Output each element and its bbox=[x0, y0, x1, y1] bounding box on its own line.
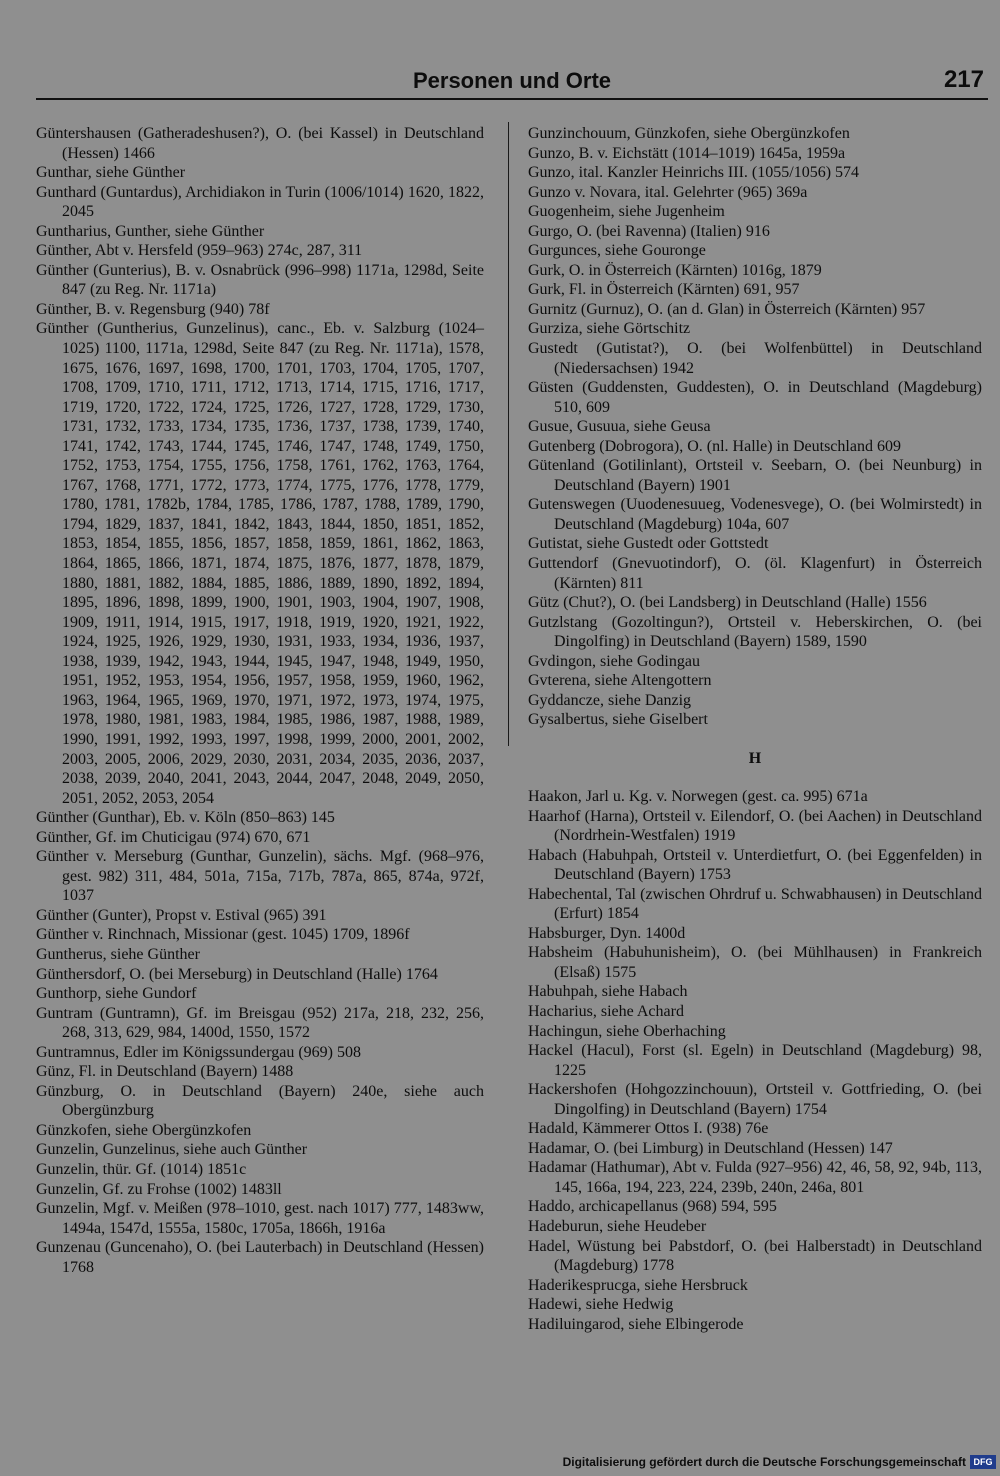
index-entry: Hadel, Wüstung bei Pabstdorf, O. (bei Halberstadt) in Deutschland (Magdeburg) 1778 bbox=[528, 1237, 982, 1275]
index-entry: Gunthard (Guntardus), Archidiakon in Turin (1006/1014) 1620, 1822, 2045 bbox=[36, 183, 484, 221]
index-entry: Günther, B. v. Regensburg (940) 78f bbox=[36, 300, 270, 318]
index-entry: Hadiluingarod, siehe Elbingerode bbox=[528, 1315, 744, 1333]
index-entry: Gunzelin, Gunzelinus, siehe auch Günther bbox=[36, 1141, 308, 1159]
index-entry: Habuhpah, siehe Habach bbox=[528, 983, 688, 1001]
index-entry: Günzburg, O. in Deutschland (Bayern) 240e, siehe auch Obergünzburg bbox=[36, 1082, 484, 1120]
index-entry: Günther, Gf. im Chuticigau (974) 670, 671 bbox=[36, 828, 311, 846]
index-entry: Gunthorp, siehe Gundorf bbox=[36, 985, 197, 1003]
index-entry: Haarhof (Harna), Ortsteil v. Eilendorf, O. (bei Aachen) in Deutschland (Nordrhein-Westfalen) 1919 bbox=[528, 807, 982, 845]
index-entry: Gustedt (Gutistat?), O. (bei Wolfenbüttel) in Deutschland (Niedersachsen) 1942 bbox=[528, 340, 982, 377]
index-entry: Günz, Fl. in Deutschland (Bayern) 1488 bbox=[36, 1063, 294, 1081]
index-entry: Gvterena, siehe Altengottern bbox=[528, 672, 712, 690]
index-entry: Gunzinchouum, Günzkofen, siehe Obergünzkofen bbox=[528, 125, 850, 142]
index-entry: Guogenheim, siehe Jugenheim bbox=[528, 203, 725, 221]
index-entry: Güntershausen (Gatheradeshusen?), O. (bei Kassel) in Deutschland (Hessen) 1466 bbox=[36, 125, 484, 162]
index-entry: Guntherus, siehe Günther bbox=[36, 945, 200, 963]
index-entry: Haakon, Jarl u. Kg. v. Norwegen (gest. ca. 995) 671a bbox=[528, 787, 868, 805]
index-entry: Gunthar, siehe Günther bbox=[36, 164, 186, 182]
right-column bbox=[528, 124, 982, 1334]
index-entry: Hadewi, siehe Hedwig bbox=[528, 1296, 674, 1314]
index-entry: Habsheim (Habuhunisheim), O. (bei Mühlhausen) in Frankreich (Elsaß) 1575 bbox=[528, 944, 982, 981]
index-entry: Hadald, Kämmerer Ottos I. (938) 76e bbox=[528, 1120, 769, 1138]
index-entry: Hackel (Hacul), Forst (sl. Egeln) in Deutschland (Magdeburg) 98, 1225 bbox=[528, 1042, 982, 1079]
index-entry: Gutistat, siehe Gustedt oder Gottstedt bbox=[528, 535, 769, 553]
index-entry: Haddo, archicapellanus (968) 594, 595 bbox=[528, 1198, 777, 1216]
index-entry: Gurk, O. in Österreich (Kärnten) 1016g, 1879 bbox=[528, 261, 822, 279]
index-entry: Günther, Abt v. Hersfeld (959–963) 274c, 287, 311 bbox=[36, 242, 363, 260]
index-entry: Günzkofen, siehe Obergünzkofen bbox=[36, 1121, 252, 1139]
index-entry: Gutenberg (Dobrogora), O. (nl. Halle) in Deutschland 609 bbox=[528, 437, 901, 455]
index-entry: Habach (Habuhpah, Ortsteil v. Unterdietfurt, O. (bei Eggenfelden) in Deutschland (Bayern) 1753 bbox=[528, 846, 982, 884]
index-entry: Gunzo, B. v. Eichstätt (1014–1019) 1645a, 1959a bbox=[528, 144, 846, 162]
index-entry: Günthersdorf, O. (bei Merseburg) in Deutschland (Halle) 1764 bbox=[36, 965, 438, 983]
index-entry: Habechental, Tal (zwischen Ohrdruf u. Schwabhausen) in Deutschland (Erfurt) 1854 bbox=[528, 885, 982, 923]
section-g-entries bbox=[528, 124, 982, 730]
index-entry: Gunzelin, thür. Gf. (1014) 1851c bbox=[36, 1160, 247, 1178]
index-entry: Gurziza, siehe Görtschitz bbox=[528, 320, 691, 338]
index-entry: Gunzelin, Mgf. v. Meißen (978–1010, gest. nach 1017) 777, 1483ww, 1494a, 1547d, 1555a, 1580c, 1705a, 1866h, 1916a bbox=[36, 1200, 484, 1237]
index-entry: Gunzo, ital. Kanzler Heinrichs III. (1055/1056) 574 bbox=[528, 164, 860, 182]
index-entry: Gusue, Gusuua, siehe Geusa bbox=[528, 418, 711, 436]
index-entry: Habsburger, Dyn. 1400d bbox=[528, 924, 686, 942]
index-entry: Haderikesprucga, siehe Hersbruck bbox=[528, 1276, 748, 1294]
index-entry: Guntharius, Gunther, siehe Günther bbox=[36, 222, 265, 240]
index-entry: Gurnitz (Gurnuz), O. (an d. Glan) in Österreich (Kärnten) 957 bbox=[528, 300, 926, 318]
index-entry: Guttendorf (Gnevuotindorf), O. (öl. Klagenfurt) in Österreich (Kärnten) 811 bbox=[528, 555, 982, 592]
footer-text: Digitalisierung gefördert durch die Deutsche Forschungsgemeinschaft bbox=[562, 1455, 966, 1469]
index-entry: Hachingun, siehe Oberhaching bbox=[528, 1022, 726, 1040]
column-divider bbox=[508, 122, 509, 746]
index-entry: Gvdingon, siehe Godingau bbox=[528, 652, 700, 670]
index-entry: Günther v. Merseburg (Gunthar, Gunzelin), sächs. Mgf. (968–976, gest. 982) 311, 484, 501a, 715a, 717b, 787a, 865, 874a, 972f, 1037 bbox=[36, 848, 484, 905]
left-column bbox=[36, 124, 484, 1277]
page-title: Personen und Orte bbox=[412, 68, 612, 93]
index-entry: Gyddancze, siehe Danzig bbox=[528, 691, 692, 709]
index-entry: Günther (Guntherius, Gunzelinus), canc., Eb. v. Salzburg (1024–1025) 1100, 1171a, 1298d, Seite 847 (zu Reg. Nr. 1171a), 1578, 1675, 1676, 1697, 1698, 1700, 1701, 1703, 1704, 1705, 1707, 1708, 1709, 1710, 1711, 1712, 1713, 1714, 1715, 1716, 1717, 1719, 1720, 1722, 1724, 1725, 1726, 1727, 1728, 1729, 1730, 1731, 1732, 1733, 1734, 1735, 1736, 1737, 1738, 1739, 1740, 1741, 1742, 1743, 1744, 1745, 1746, 1747, 1748, 1749, 1750, 1752, 1753, 1754, 1755, 1756, 1758, 1761, 1762, 1763, 1764, 1767, 1768, 1771, 1772, 1773, 1774, 1775, 1776, 1778, 1779, 1780, 1781, 1782b, 1784, 1785, 1786, 1787, 1788, 1789, 1790, 1794, 1829, 1837, 1841, 1842, 1843, 1844, 1850, 1851, 1852, 1853, 1854, 1855, 1856, 1857, 1858, 1859, 1861, 1862, 1863, 1864, 1865, 1866, 1871, 1874, 1875, 1876, 1877, 1878, 1879, 1880, 1881, 1882, 1884, 1885, 1886, 1889, 1890, 1892, 1894, 1895, 1896, 1898, 1899, 1900, 1901, 1903, 1904, 1907, 1908, 1909, 1911, 1914, 1915, 1917, 1918, 1919, 1920, 1921, 1922, 1924, 1925, 1926, 1929, 1930, 1931, 1933, 1934, 1936, 1937, 1938, 1939, 1942, 1943, 1944, 1945, 1947, 1948, 1949, 1950, 1951, 1952, 1953, 1954, 1956, 1957, 1958, 1959, 1960, 1962, 1963, 1964, 1965, 1969, 1970, 1971, 1972, 1973, 1974, 1975, 1978, 1980, 1981, 1983, 1984, 1985, 1986, 1987, 1988, 1989, 1990, 1991, 1992, 1993, 1997, 1998, 1999, 2000, 2001, 2002, 2003, 2005, 2006, 2029, 2030, 2031, 2034, 2035, 2036, 2037, 2038, 2039, 2040, 2041, 2043, 2044, 2047, 2048, 2049, 2050, 2051, 2052, 2053, 2054 bbox=[36, 320, 484, 807]
page-header bbox=[36, 62, 988, 100]
section-h-entries bbox=[528, 787, 982, 1334]
index-entry: Güsten (Guddensten, Guddesten), O. in Deutschland (Magdeburg) 510, 609 bbox=[528, 379, 982, 416]
page-number: 217 bbox=[943, 66, 984, 93]
index-entry: Gunzenau (Guncenaho), O. (bei Lauterbach) in Deutschland (Hessen) 1768 bbox=[36, 1239, 484, 1276]
index-entry: Hadamar, O. (bei Limburg) in Deutschland (Hessen) 147 bbox=[528, 1139, 893, 1157]
index-entry: Hadamar (Hathumar), Abt v. Fulda (927–956) 42, 46, 58, 92, 94b, 113, 145, 166a, 194, 223, 224, 239b, 240n, 246a, 801 bbox=[528, 1159, 982, 1196]
index-entry: Gütenland (Gotilinlant), Ortsteil v. Seebarn, O. (bei Neunburg) in Deutschland (Bayern) 1901 bbox=[528, 457, 982, 494]
index-entry: Gysalbertus, siehe Giselbert bbox=[528, 711, 708, 729]
index-entry: Gutenswegen (Uuodenesuueg, Vodenesvege), O. (bei Wolmirstedt) in Deutschland (Magdeburg) 104a, 607 bbox=[528, 496, 982, 533]
index-entry: Guntram (Guntramn), Gf. im Breisgau (952) 217a, 218, 232, 256, 268, 313, 629, 984, 1400d, 1550, 1572 bbox=[36, 1004, 484, 1042]
footer bbox=[563, 1455, 996, 1469]
index-entry: Guntramnus, Edler im Königssundergau (969) 508 bbox=[36, 1043, 361, 1061]
index-entry: Günther (Gunterius), B. v. Osnabrück (996–998) 1171a, 1298d, Seite 847 (zu Reg. Nr. 1171a) bbox=[36, 261, 484, 299]
dfg-logo-icon: DFG bbox=[970, 1455, 996, 1469]
index-entry: Hacharius, siehe Achard bbox=[528, 1002, 684, 1020]
index-entry: Günther (Gunthar), Eb. v. Köln (850–863) 145 bbox=[36, 809, 335, 827]
index-entry: Gurk, Fl. in Österreich (Kärnten) 691, 957 bbox=[528, 281, 800, 299]
section-heading-h: H bbox=[748, 749, 762, 767]
index-entry: Gunzelin, Gf. zu Frohse (1002) 1483ll bbox=[36, 1180, 282, 1198]
index-entry: Günther v. Rinchnach, Missionar (gest. 1045) 1709, 1896f bbox=[36, 926, 410, 944]
index-entry: Gurgunces, siehe Gouronge bbox=[528, 242, 706, 260]
index-entry: Gütz (Chut?), O. (bei Landsberg) in Deutschland (Halle) 1556 bbox=[528, 594, 927, 612]
index-entry: Hadeburun, siehe Heudeber bbox=[528, 1217, 707, 1235]
index-entry: Gurgo, O. (bei Ravenna) (Italien) 916 bbox=[528, 222, 770, 240]
index-entry: Gutzlstang (Gozoltingun?), Ortsteil v. Heberskirchen, O. (bei Dingolfing) in Deutschland (Bayern) 1589, 1590 bbox=[528, 613, 982, 651]
index-entry: Hackershofen (Hohgozzinchouun), Ortsteil v. Gottfrieding, O. (bei Dingolfing) in Deutschland (Bayern) 1754 bbox=[528, 1081, 982, 1118]
index-entry: Gunzo v. Novara, ital. Gelehrter (965) 369a bbox=[528, 183, 808, 201]
index-entry: Günther (Gunter), Propst v. Estival (965) 391 bbox=[36, 906, 327, 924]
